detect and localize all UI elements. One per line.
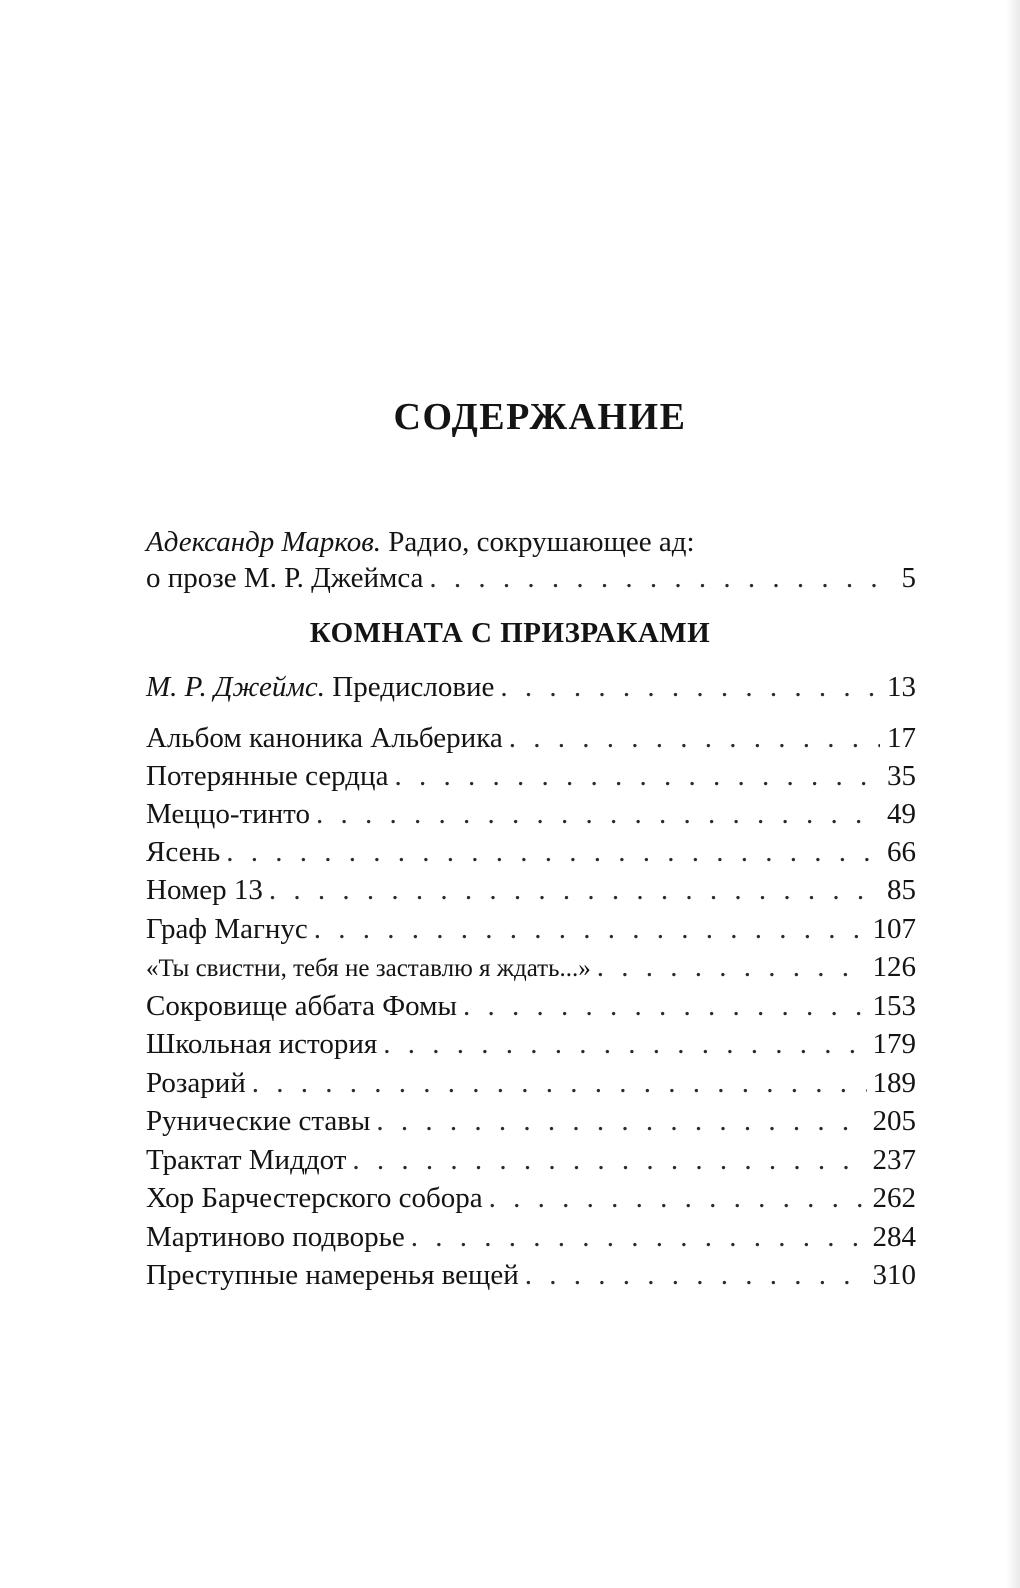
toc-entry-page: 66: [887, 836, 916, 868]
dot-leader: [509, 722, 880, 755]
dot-leader: [314, 913, 867, 946]
toc-entry-title: Школьная история: [146, 1028, 378, 1060]
toc-entry-title: Трактат Миддот: [146, 1144, 347, 1176]
toc-entry: [146, 1259, 916, 1295]
dot-leader: [394, 760, 880, 793]
intro-title-line1: Радио, сокрушающее ад:: [388, 526, 695, 558]
toc-entry: [146, 722, 916, 758]
preface-title: Предисловие: [332, 671, 495, 703]
toc-entry: [146, 951, 916, 987]
preface-author: М. Р. Джеймс.: [146, 671, 326, 703]
toc-entry: [146, 798, 916, 834]
toc-entry: [146, 913, 916, 949]
toc-entry-page: 153: [872, 990, 916, 1022]
dot-leader: [376, 1105, 866, 1138]
section-title: КОМНАТА С ПРИЗРАКАМИ: [309, 617, 711, 649]
toc-entry: [146, 1105, 916, 1141]
preface-page-number: 13: [887, 671, 916, 703]
toc-entry-page: 126: [872, 951, 916, 983]
dot-leader: [252, 1067, 867, 1100]
toc-entry-page: 205: [872, 1105, 916, 1137]
dot-leader: [226, 836, 880, 869]
toc-entry-title: Хор Барчестерского собора: [146, 1182, 483, 1214]
toc-entry-title: Граф Магнус: [146, 913, 308, 945]
intro-entry: [146, 562, 916, 598]
toc-entry: [146, 1144, 916, 1180]
toc-entry-page: 85: [887, 874, 916, 906]
dot-leader: [597, 951, 867, 984]
page-title: СОДЕРЖАНИЕ: [393, 396, 687, 438]
intro-author: Адександр Марков.: [146, 526, 382, 558]
intro-page-number: 5: [901, 562, 916, 594]
toc-entry-title: Альбом каноника Альберика: [146, 722, 503, 754]
dot-leader: [316, 798, 880, 831]
toc-entry-title: Рунические ставы: [146, 1105, 371, 1137]
toc-entry: [146, 1067, 916, 1103]
dot-leader: [411, 1221, 867, 1254]
toc-entry-title: Мартиново подворье: [146, 1221, 405, 1253]
toc-entry-page: 35: [887, 760, 916, 792]
toc-entry-page: 189: [872, 1067, 916, 1099]
toc-entry-title: Розарий: [146, 1067, 246, 1099]
preface-entry: [146, 671, 916, 707]
dot-leader: [500, 671, 880, 704]
toc-entry-title: Меццо-тинто: [146, 798, 310, 830]
dot-leader: [429, 562, 880, 595]
intro-title-line2: о прозе М. Р. Джеймса: [146, 562, 424, 594]
toc-entry-title: Преступные намеренья вещей: [146, 1259, 519, 1291]
toc-entry-page: 49: [887, 798, 916, 830]
toc-entry-title: Номер 13: [146, 874, 263, 906]
toc-entry-page: 284: [872, 1221, 916, 1253]
toc-entry-title: «Ты свистни, тебя не заставлю я ждать...»: [146, 955, 591, 982]
toc-entry-page: 262: [872, 1182, 916, 1214]
toc-entry: [146, 990, 916, 1026]
dot-leader: [525, 1259, 867, 1292]
dot-leader: [463, 990, 867, 1023]
dot-leader: [383, 1028, 866, 1061]
toc-entry: [146, 1028, 916, 1064]
toc-entry: [146, 874, 916, 910]
toc-entry: [146, 836, 916, 872]
toc-entry: [146, 760, 916, 796]
toc-entry-title: Потерянные сердца: [146, 760, 389, 792]
dot-leader: [489, 1182, 867, 1215]
toc-entry-page: 17: [887, 722, 916, 754]
toc-entry: [146, 1221, 916, 1257]
toc-entry-page: 310: [872, 1259, 916, 1291]
toc-entry-title: Сокровище аббата Фомы: [146, 990, 457, 1022]
page-edge-shadow: [1006, 0, 1020, 1588]
dot-leader: [352, 1144, 866, 1177]
toc-entry-page: 237: [872, 1144, 916, 1176]
intro-entry-line1: [146, 526, 695, 559]
toc-entry-page: 107: [872, 913, 916, 945]
dot-leader: [269, 874, 880, 907]
toc-entry: [146, 1182, 916, 1218]
toc-entry-page: 179: [872, 1028, 916, 1060]
toc-entry-title: Ясень: [146, 836, 221, 868]
